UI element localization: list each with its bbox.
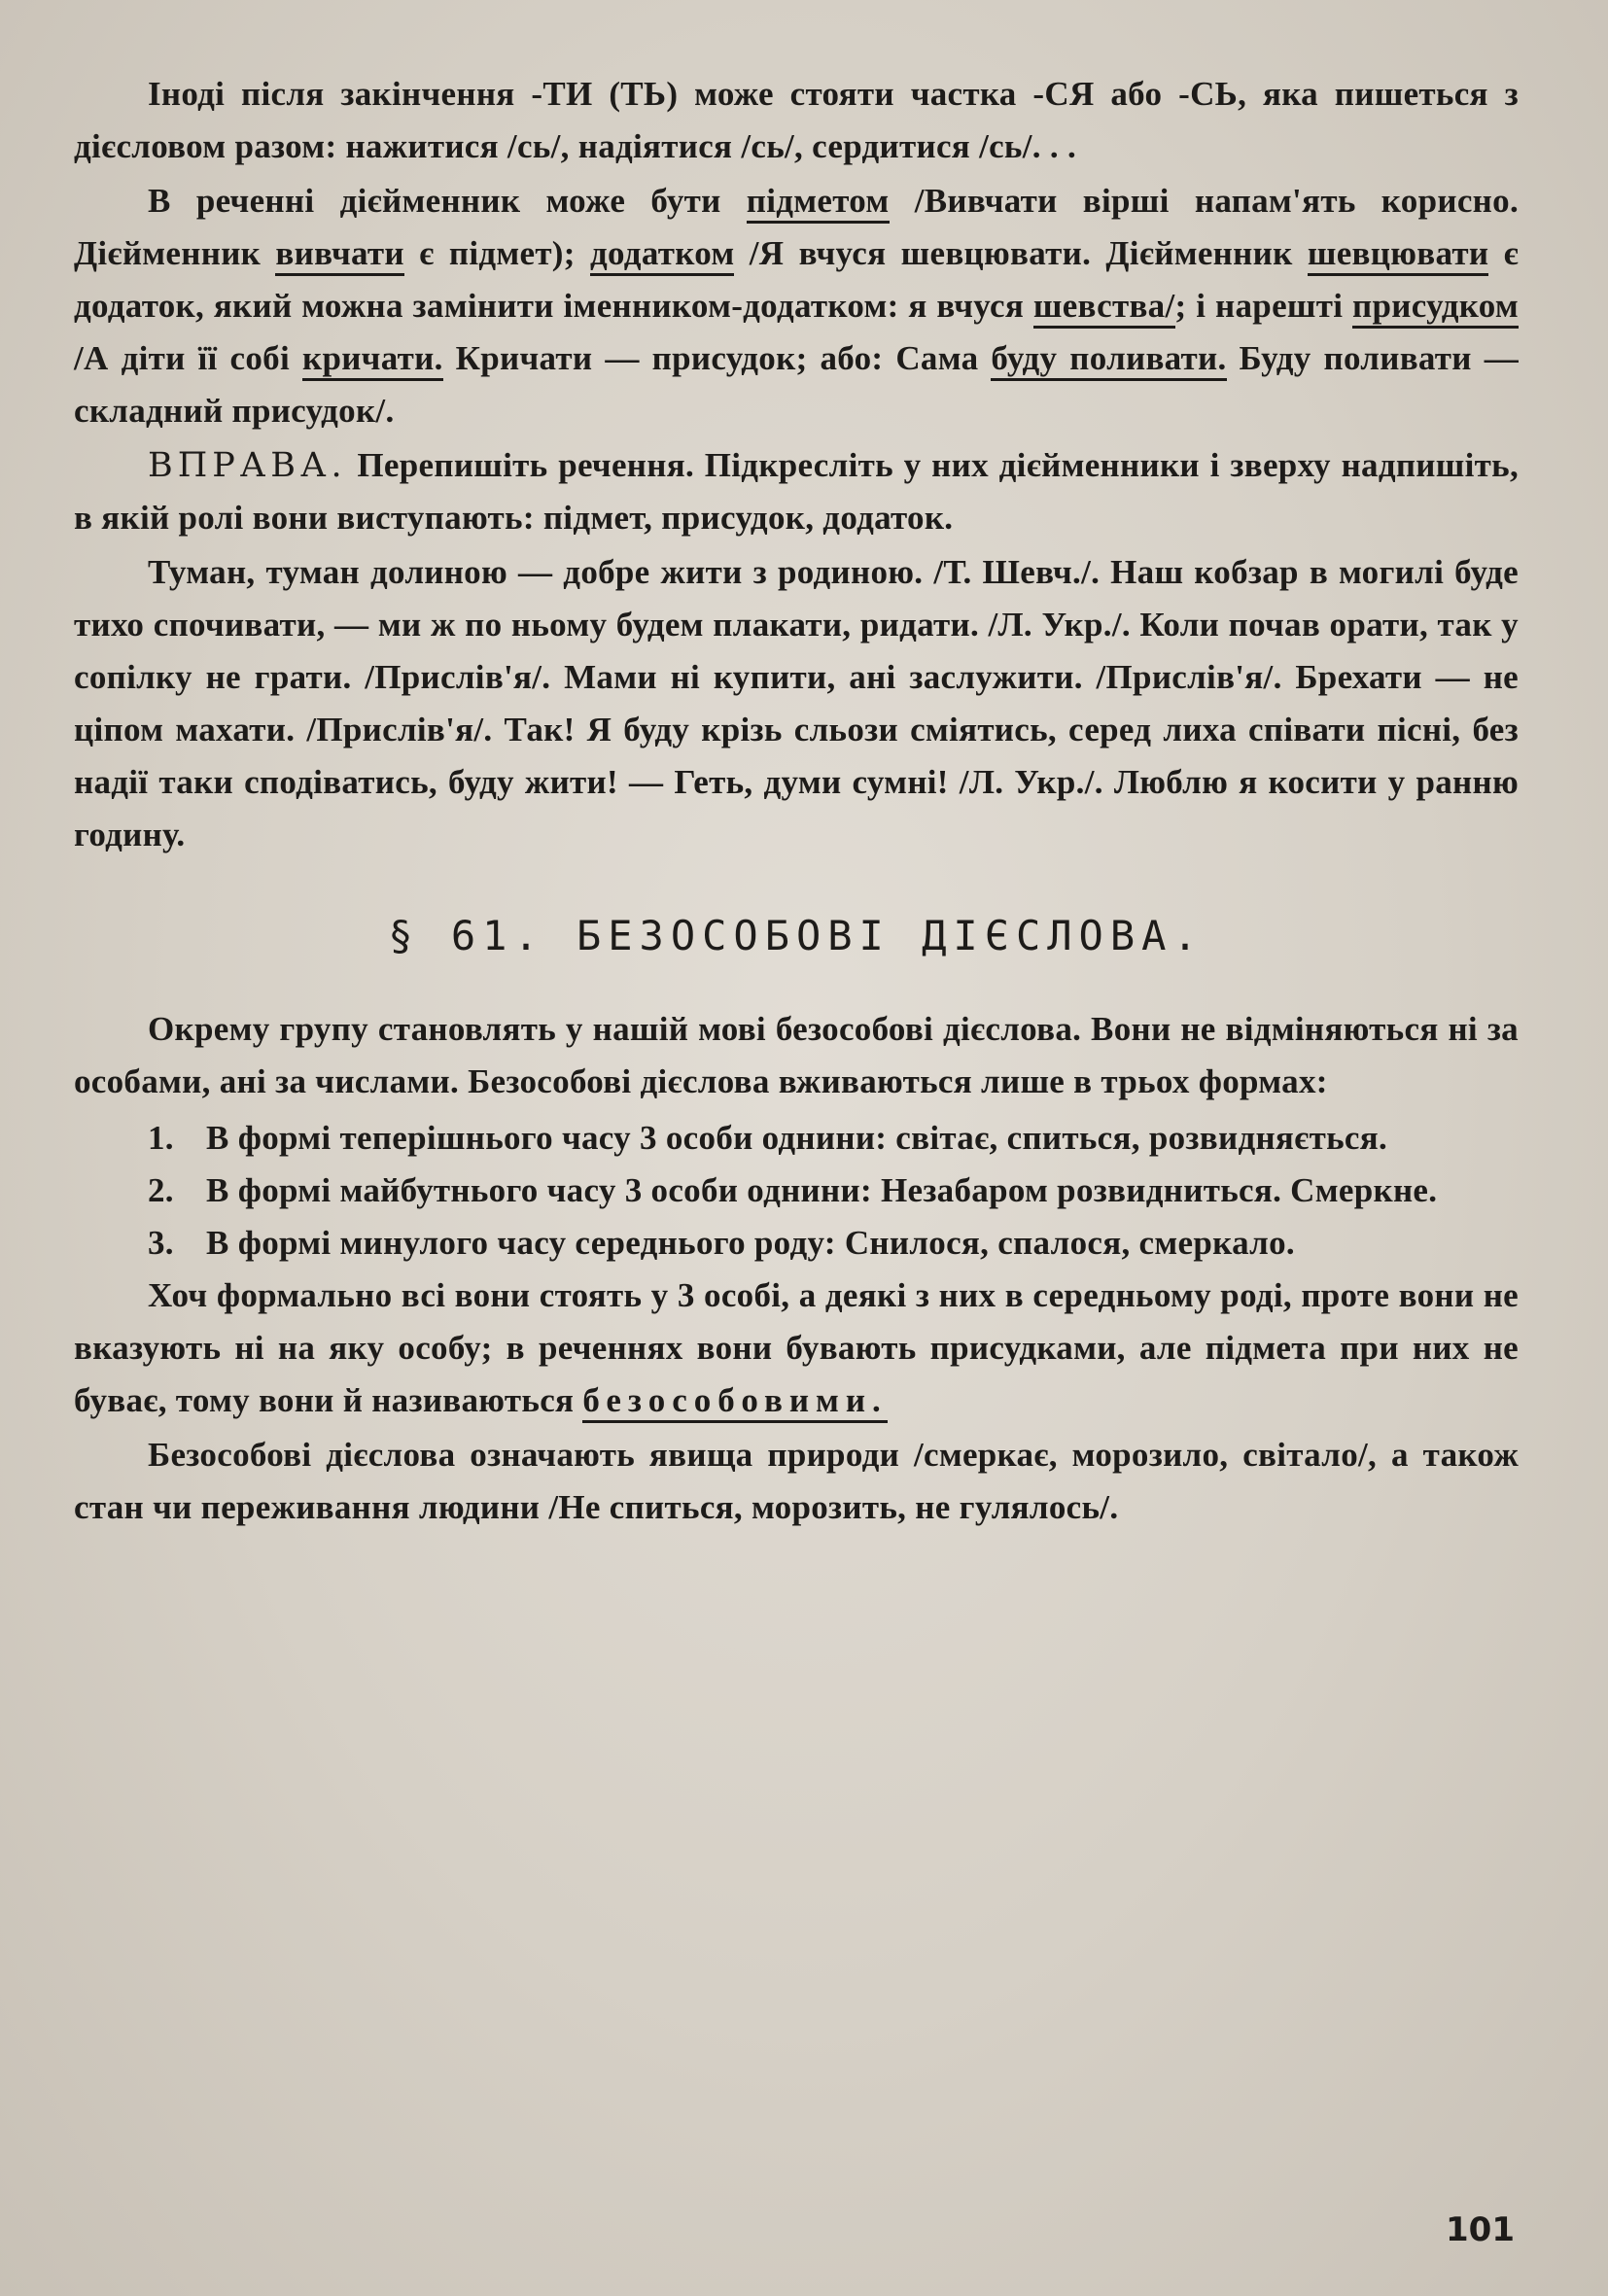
paragraph-infinitive-roles: [74, 175, 1519, 437]
list-item-number: 2.: [148, 1171, 174, 1209]
exercise-text: Перепишіть речення. Підкресліть у них дієйменники і зверху надпишіть, в якій ролі вони виступають: підмет, присудок, додаток.: [74, 446, 1519, 537]
page-number: 101: [1446, 2210, 1515, 2249]
paragraph-text: Іноді після закінчення -ТИ (ТЬ) може стояти частка -СЯ або -СЬ, яка пишеться з дієсловом разом: нажитися /сь/, надіятися /сь/, сердитися /сь/. . .: [74, 75, 1519, 165]
exercise-paragraph: [74, 439, 1519, 544]
text-run: є додаток, який можна замінити іменником-додатком: я вчуся: [74, 234, 1520, 325]
text-run: В реченні дієйменник може бути: [148, 182, 747, 220]
text-run: Кричати — присудок; або: Сама: [442, 339, 992, 377]
text-run: Буду поливати — складний присудок/.: [74, 339, 1520, 430]
list-item: [74, 1112, 1519, 1165]
list-item-text: В формі минулого часу середнього роду: Снилося, спалося, смеркало.: [206, 1224, 1295, 1262]
list-item: [74, 1217, 1519, 1270]
text-run: Хоч формально всі вони стоять у 3 особі, а деякі з них в середньому роді, проте вони не вказують ні на яку особу; в реченнях вони бувають присудками, але підмета при них не буває, тому вони й називаються: [74, 1276, 1519, 1419]
paragraph-impersonal-meaning: [74, 1429, 1519, 1534]
list-item-number: 3.: [148, 1224, 174, 1262]
paragraph-text: Туман, туман долиною — добре жити з родиною. /Т. Шевч./. Наш кобзар в могилі буде тихо спочивати, — ми ж по ньому будем плакати, ридати. /Л. Укр./. Коли почав орати, так у сопілку не грати. /Прислів'я/. Мами ні купити, ані заслужити. /Прислів'я/. Брехати — не ціпом махати. /Прислів'я/. Так! Я буду крізь сльози сміятись, серед лиха співати пісні, без надії таки сподіватись, буду жити! — Геть, думи сумні! /Л. Укр./. Люблю я косити у ранню годину.: [74, 553, 1519, 853]
list-item-text: В формі теперішнього часу 3 особи однини: світає, спиться, розвидняється.: [206, 1119, 1387, 1157]
text-run: /Вивчати вірші напам'ять корисно. Дієйменник: [74, 182, 1519, 272]
exercise-sentences: [74, 546, 1519, 861]
underlined-word: вивчати: [275, 234, 403, 276]
list-item-number: 1.: [148, 1119, 174, 1157]
underlined-word: додатком: [590, 234, 734, 276]
text-run: є підмет);: [403, 234, 591, 272]
underlined-word: кричати.: [302, 339, 443, 381]
page-body: [74, 68, 1519, 1534]
underlined-word: шевства/: [1033, 287, 1175, 329]
paragraph-text: Безособові дієслова означають явища природи /смеркає, морозило, світало/, а також стан чи переживання людини /Не спиться, морозить, не гулялось/.: [74, 1436, 1519, 1526]
forms-list: [74, 1112, 1519, 1270]
underlined-word: шевцювати: [1308, 234, 1488, 276]
text-run: /Я вчуся шевцювати. Дієйменник: [734, 234, 1308, 272]
paragraph-particle-sya: [74, 68, 1519, 173]
text-run: /А діти її собі: [74, 339, 302, 377]
paragraph-impersonal-person: [74, 1270, 1519, 1427]
underlined-word: підметом: [747, 182, 890, 224]
underlined-word: буду поливати.: [991, 339, 1226, 381]
exercise-label: ВПРАВА.: [148, 446, 347, 485]
list-item: [74, 1165, 1519, 1217]
list-item-text: В формі майбутнього часу 3 особи однини: Незабаром розвидниться. Смеркне.: [206, 1171, 1438, 1209]
underlined-word: присудком: [1352, 287, 1519, 329]
section-heading: § 61. БЕЗОСОБОВІ ДІЄСЛОВА.: [388, 912, 1205, 959]
underlined-word: безособовими.: [582, 1381, 887, 1423]
text-run: ; і нарешті: [1174, 287, 1353, 325]
paragraph-impersonal-intro: [74, 1003, 1519, 1108]
paragraph-text: Окрему групу становлять у нашій мові безособові дієслова. Вони не відміняються ні за особами, ані за числами. Безособові дієслова вживаються лише в трьох формах:: [74, 1010, 1519, 1100]
